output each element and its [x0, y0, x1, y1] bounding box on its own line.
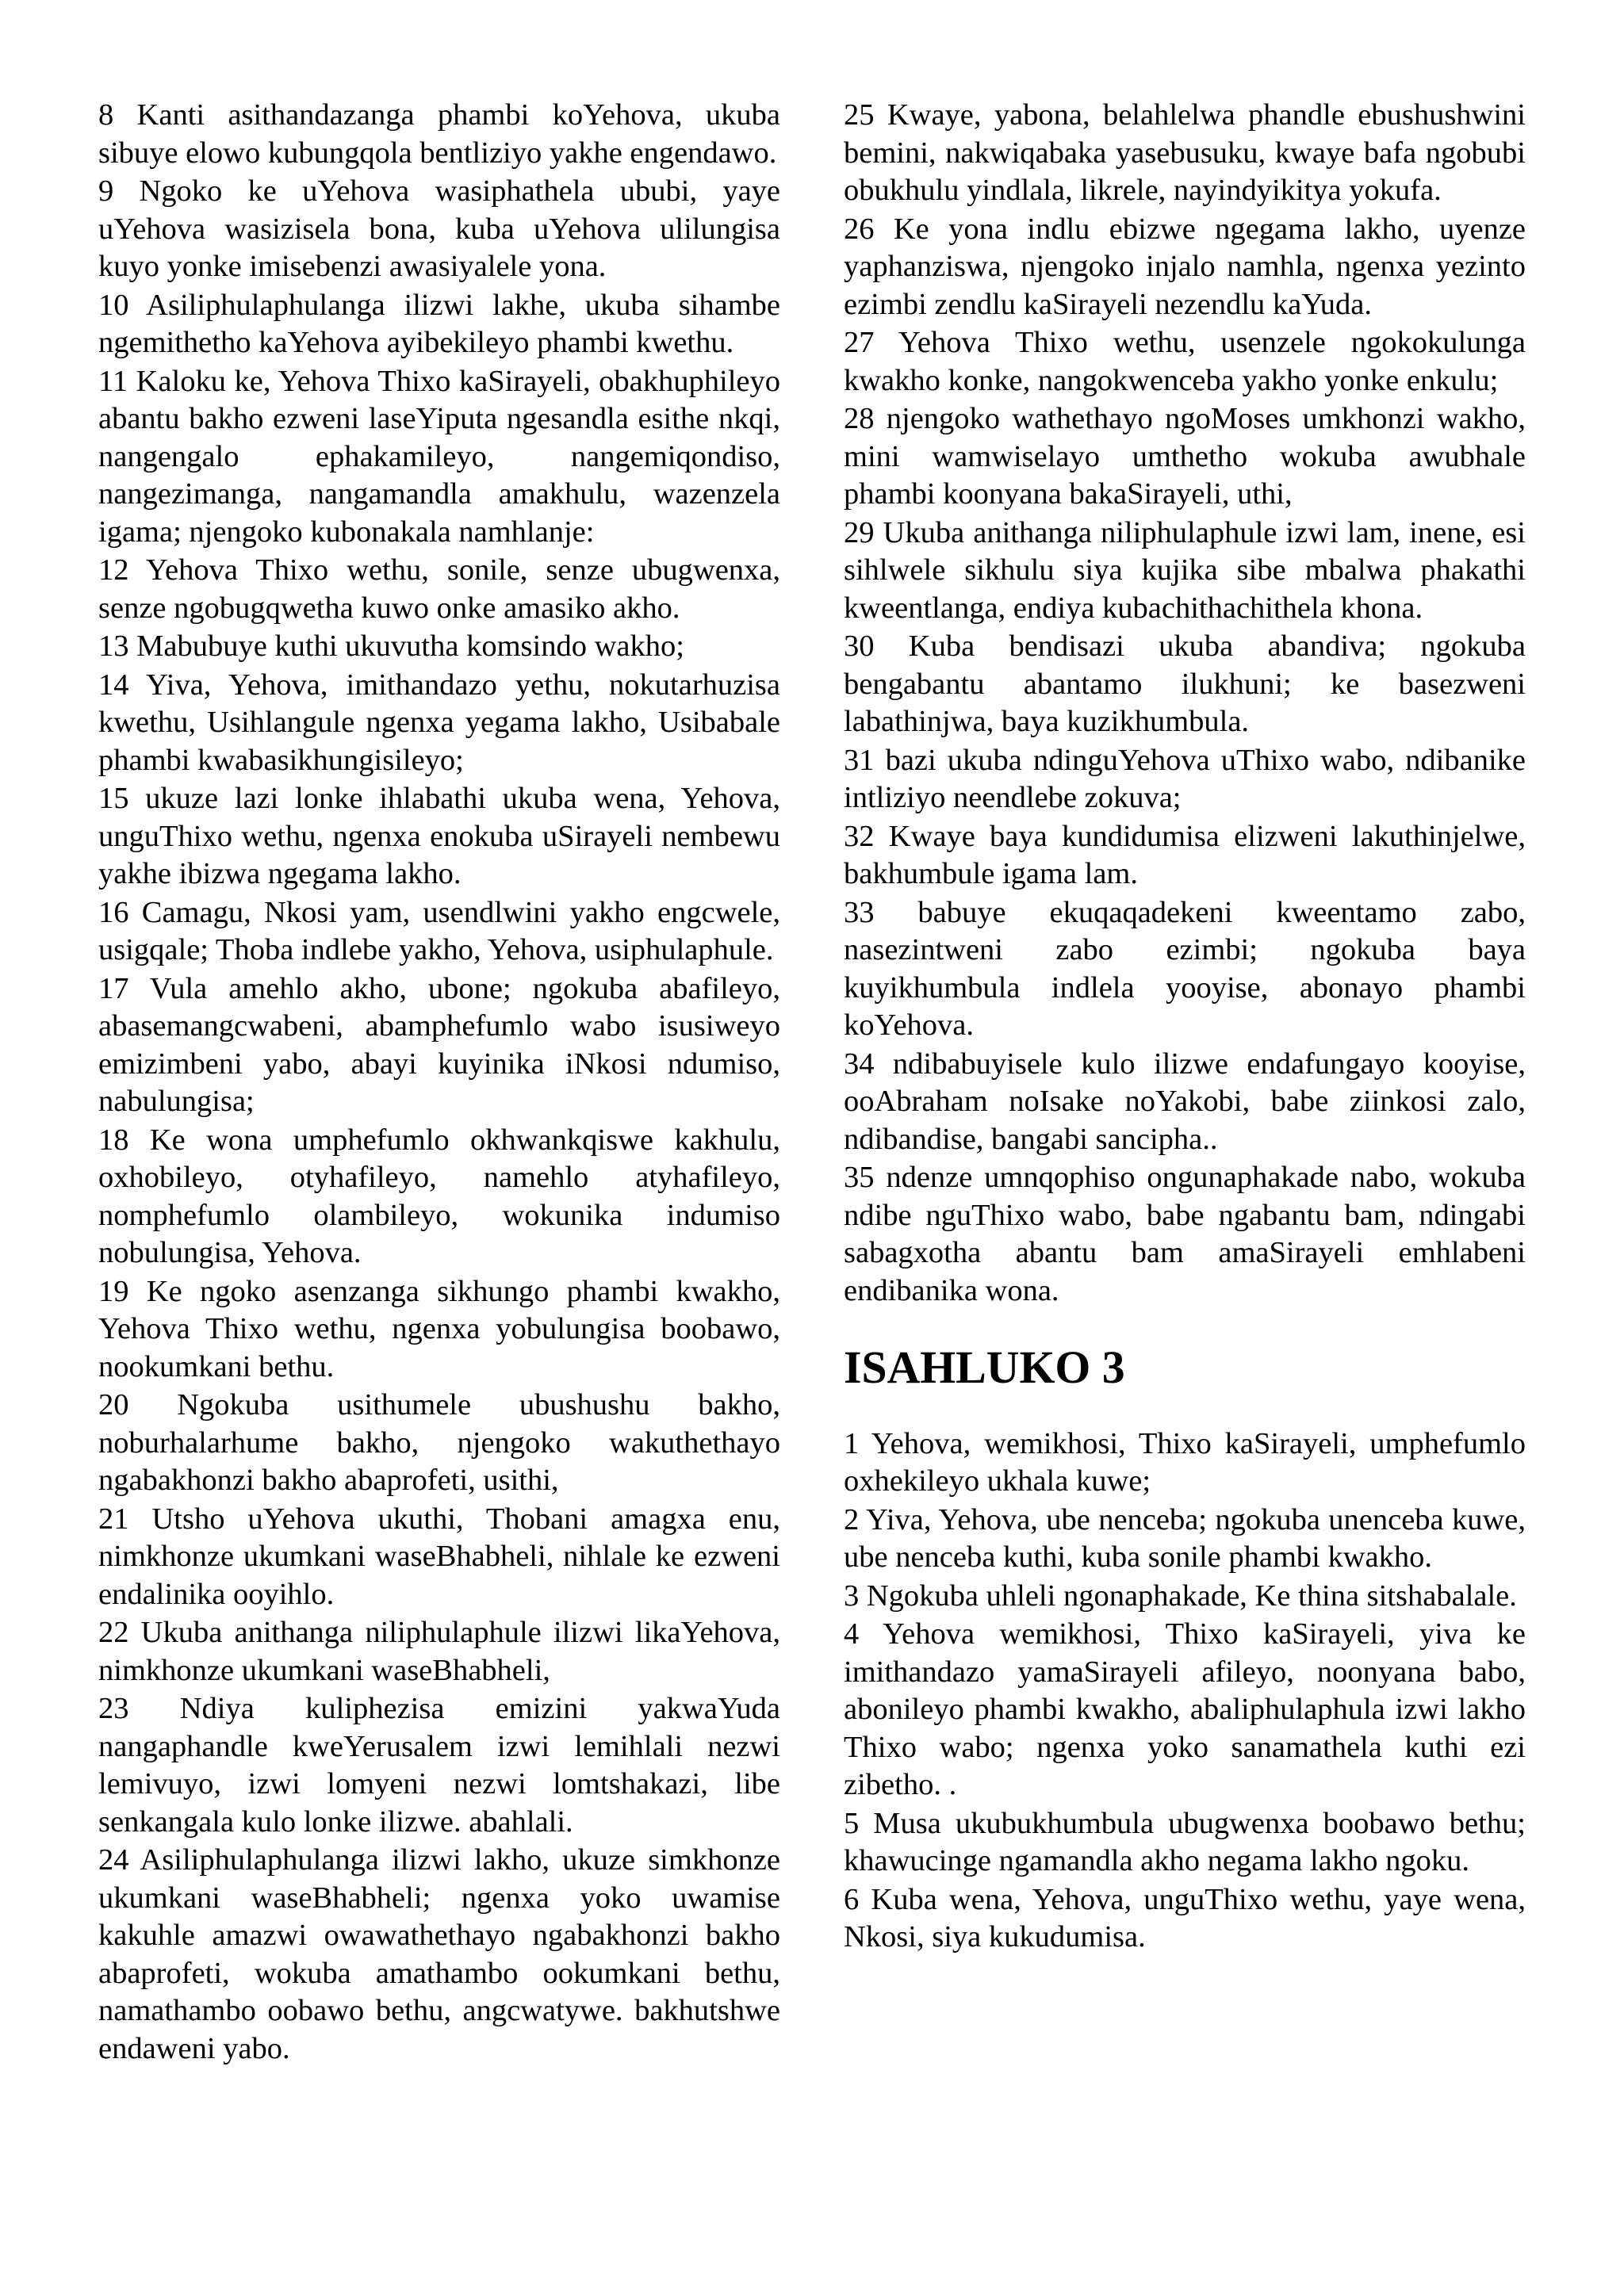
chapter3-verse-6: 6 Kuba wena, Yehova, unguThixo wethu, yaye wena, Nkosi, siya kukudumisa.	[844, 1882, 1526, 1954]
verse-23: 23 Ndiya kuliphezisa emizini yakwaYuda nangaphandle kweYerusalem izwi lemihlali nezwi lemivuyo, izwi lomyeni nezwi lomtshakazi, libe senkangala kulo lonke ilizwe. abahlali.	[98, 1692, 780, 1839]
verse-33: 33 babuye ekuqaqadekeni kweentamo zabo, nasezintweni zabo ezimbi; ngokuba baya kuyikhumbula indlela yooyise, abonayo phambi koYehova.	[844, 895, 1526, 1042]
verse-28: 28 njengoko wathethayo ngoMoses umkhonzi wakho, mini wamwiselayo umthetho wokuba awubhale phambi koonyana bakaSirayeli, uthi,	[844, 402, 1526, 511]
verse-19: 19 Ke ngoko asenzanga sikhungo phambi kwakho, Yehova Thixo wethu, ngenxa yobulungisa boobawo, nookumkani bethu.	[98, 1274, 780, 1383]
verse-18: 18 Ke wona umphefumlo okhwankqiswe kakhulu, oxhobileyo, otyhafileyo, namehlo atyhafileyo, nomphefumlo olambileyo, wokunika indumiso nobulungisa, Yehova.	[98, 1123, 780, 1269]
verse-22: 22 Ukuba anithanga niliphulaphule ilizwi likaYehova, nimkhonze ukumkani waseBhabheli,	[98, 1616, 780, 1687]
verse-24: 24 Asiliphulaphulanga ilizwi lakho, ukuze simkhonze ukumkani waseBhabheli; ngenxa yoko uwamise kakuhle amazwi owawathethayo ngabakhonzi bakho abaprofeti, wokuba amathambo ookumkani bethu, namathambo oobawo bethu, angcwatywe. bakhutshwe endaweni yabo.	[98, 1843, 780, 2065]
verse-21: 21 Utsho uYehova ukuthi, Thobani amagxa enu, nimkhonze ukumkani waseBhabheli, nihlale ke ezweni endalinika ooyihlo.	[98, 1502, 780, 1611]
chapter3-verse-3: 3 Ngokuba uhleli ngonaphakade, Ke thina sitshabalale.	[844, 1578, 1517, 1613]
chapter3-verse-5: 5 Musa ukubukhumbula ubugwenxa boobawo bethu; khawucinge ngamandla akho negama lakho ngoku.	[844, 1806, 1526, 1877]
verse-13: 13 Mabubuye kuthi ukuvutha komsindo wakho;	[98, 629, 684, 663]
verse-12: 12 Yehova Thixo wethu, sonile, senze ubugwenxa, senze ngobugqwetha kuwo onke amasiko akho.	[98, 553, 780, 625]
chapter3-verse-4: 4 Yehova wemikhosi, Thixo kaSirayeli, yiva ke imithandazo yamaSirayeli afileyo, noonyana babo, abonileyo phambi kwakho, abaliphulaphula izwi lakho Thixo wabo; ngenxa yoko sanamathela kuthi ezi zibetho. .	[844, 1617, 1526, 1801]
chapter3-verse-2: 2 Yiva, Yehova, ube nenceba; ngokuba unenceba kuwe, ube nenceba kuthi, kuba sonile phambi kwakho.	[844, 1502, 1526, 1574]
document-page	[98, 97, 1526, 2221]
verse-25: 25 Kwaye, yabona, belahlelwa phandle ebushushwini bemini, nakwiqabaka yasebusuku, kwaye bafa ngobubi obukhulu yindlala, likrele, nayindyikitya yokufa.	[844, 98, 1526, 207]
verse-27: 27 Yehova Thixo wethu, usenzele ngokokulunga kwakho konke, nangokwenceba yakho yonke enkulu;	[844, 326, 1526, 397]
verse-15: 15 ukuze lazi lonke ihlabathi ukuba wena, Yehova, unguThixo wethu, ngenxa enokuba uSirayeli nembewu yakhe ibizwa ngegama lakho.	[98, 782, 780, 890]
verse-20: 20 Ngokuba usithumele ubushushu bakho, noburhalarhume bakho, njengoko wakuthethayo ngabakhonzi bakho abaprofeti, usithi,	[98, 1388, 780, 1497]
verse-31: 31 bazi ukuba ndinguYehova uThixo wabo, ndibanike intliziyo neendlebe zokuva;	[844, 743, 1526, 814]
verse-8: 8 Kanti asithandazanga phambi koYehova, ukuba sibuye elowo kubungqola bentliziyo yakhe engendawo.	[98, 98, 780, 170]
verse-30: 30 Kuba bendisazi ukuba abandiva; ngokuba bengabantu abantamo ilukhuni; ke basezweni labathinjwa, baya kuzikhumbula.	[844, 629, 1526, 738]
verse-35: 35 ndenze umnqophiso ongunaphakade nabo, wokuba ndibe nguThixo wabo, babe ngabantu bam, ndingabi sabagxotha abantu bam amaSirayeli emhlabeni endibanika wona.	[844, 1161, 1526, 1307]
right-column	[844, 97, 1526, 1957]
verse-26: 26 Ke yona indlu ebizwe ngegama lakho, uyenze yaphanziswa, njengoko injalo namhla, ngenxa yezinto ezimbi zendlu kaSirayeli nezendlu kaYuda.	[844, 212, 1526, 321]
verse-16: 16 Camagu, Nkosi yam, usendlwini yakho engcwele, usigqale; Thoba indlebe yakho, Yehova, usiphulaphule.	[98, 895, 780, 966]
verse-32: 32 Kwaye baya kundidumisa elizweni lakuthinjelwe, bakhumbule igama lam.	[844, 819, 1526, 890]
verse-17: 17 Vula amehlo akho, ubone; ngokuba abafileyo, abasemangcwabeni, abamphefumlo wabo isusiweyo emizimbeni yabo, abayi kuyinika iNkosi ndumiso, nabulungisa;	[98, 971, 780, 1118]
verse-10: 10 Asiliphulaphulanga ilizwi lakhe, ukuba sihambe ngemithetho kaYehova ayibekileyo phambi kwethu.	[98, 288, 780, 359]
chapter3-verse-1: 1 Yehova, wemikhosi, Thixo kaSirayeli, umphefumlo oxhekileyo ukhala kuwe;	[844, 1426, 1526, 1498]
left-column	[98, 97, 780, 2068]
verse-14: 14 Yiva, Yehova, imithandazo yethu, nokutarhuzisa kwethu, Usihlangule ngenxa yegama lakho, Usibabale phambi kwabasikhungisileyo;	[98, 668, 780, 777]
verse-9: 9 Ngoko ke uYehova wasiphathela ububi, yaye uYehova wasizisela bona, kuba uYehova ulilungisa kuyo yonke imisebenzi awasiyalele yona.	[98, 174, 780, 283]
verse-29: 29 Ukuba anithanga niliphulaphule izwi lam, inene, esi sihlwele sikhulu siya kujika sibe mbalwa phakathi kweentlanga, endiya kubachithachithela khona.	[844, 515, 1526, 625]
verse-11: 11 Kaloku ke, Yehova Thixo kaSirayeli, obakhuphileyo abantu bakho ezweni laseYiputa ngesandla esithe nkqi, nangengalo ephakamileyo, nangemiqondiso, nangezimanga, nangamandla amakhulu, wazenzela igama; njengoko kubonakala namhlanje:	[98, 364, 780, 549]
chapter-heading: ISAHLUKO 3	[844, 1343, 1125, 1393]
verse-34: 34 ndibabuyisele kulo ilizwe endafungayo kooyise, ooAbraham noIsake noYakobi, babe ziinkosi zalo, ndibandise, bangabi sancipha..	[844, 1047, 1526, 1156]
